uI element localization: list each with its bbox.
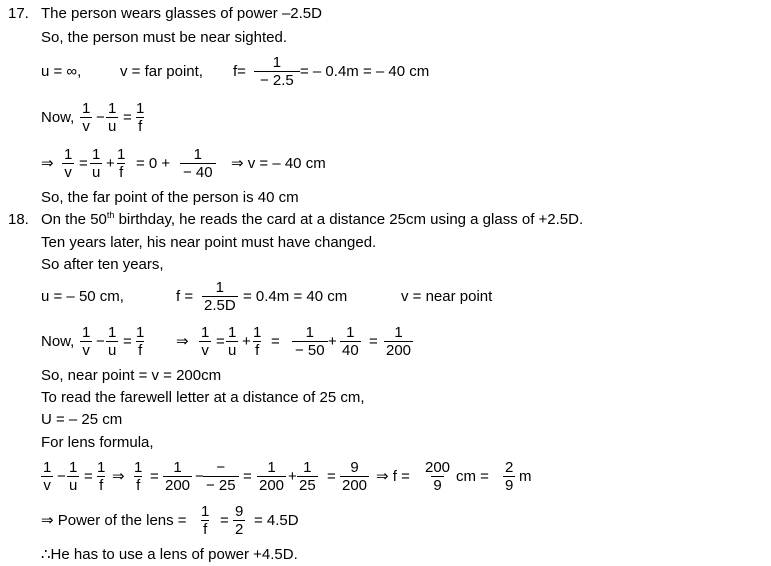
fraction: $\frac{1}{f}$ (253, 324, 262, 359)
fraction: $\frac{200}{9}$ (425, 459, 451, 494)
q17-v-value: v = far point, (120, 63, 203, 80)
question-number-18: 18. (8, 211, 29, 228)
q18-f-result: = 0.4m = 40 cm (243, 288, 348, 305)
q18-power-result: = 4.5D (254, 512, 299, 529)
fraction: $\frac{2}{9}$ (505, 459, 514, 494)
implies-symbol: ⇒ (112, 468, 125, 485)
fraction: $\frac{1}{25}$ (299, 459, 316, 494)
q18-line4: So, near point = v = 200cm (41, 367, 222, 384)
fraction: $\frac{9}{2}$ (235, 503, 244, 538)
fraction: $\frac{1}{200}$ (386, 324, 412, 359)
fraction: $\frac{1}{- 40}$ (180, 146, 216, 181)
q17-zero-plus: = 0 + (136, 155, 171, 172)
operator: − (96, 109, 105, 126)
q17-u-value: u = ∞, (41, 63, 82, 80)
operator: = (369, 333, 378, 350)
operator: = (216, 333, 225, 350)
implies-symbol: ⇒ (41, 155, 54, 172)
fraction: $\frac{1}{f}$ (136, 324, 145, 359)
operator: = (243, 468, 252, 485)
q18-line5: To read the farewell letter at a distance of 25 cm, (41, 389, 365, 406)
operator: = (220, 512, 229, 529)
q18-f-fraction: $\frac{1}{2.5D}$ (204, 279, 236, 314)
fraction: $\frac{1}{v}$ (82, 100, 91, 135)
operator: = (79, 155, 88, 172)
implies-symbol: ⇒ (176, 333, 189, 350)
q18-v-label: v = near point (401, 288, 493, 305)
fraction: $\frac{1}{200}$ (165, 459, 191, 494)
operator: = (84, 468, 93, 485)
q18-line3: So after ten years, (41, 256, 164, 273)
fraction: $\frac{9}{200}$ (342, 459, 368, 494)
q18-statement: On the 50th birthday, he reads the card at a distance 25cm using a glass of +2.5D. (41, 210, 584, 228)
operator: + (288, 468, 297, 485)
fraction: $\frac{1}{- 50}$ (292, 324, 328, 359)
q18-f-label: f = (176, 288, 194, 305)
q17-v-result: ⇒ v = – 40 cm (231, 155, 326, 172)
q17-f-result: = – 0.4m = – 40 cm (300, 63, 430, 80)
q17-f-fraction: $\frac{1}{- 2.5}$ (254, 54, 300, 89)
fraction: $\frac{1}{u}$ (92, 146, 101, 181)
operator: = (271, 333, 280, 350)
fraction: $\frac{1}{u}$ (228, 324, 237, 359)
q18-line2: Ten years later, his near point must have changed. (41, 234, 377, 251)
q18-now-label: Now, (41, 333, 75, 350)
operator: + (242, 333, 251, 350)
fraction: $\frac{1}{v}$ (43, 459, 52, 494)
q18-power-label: ⇒ Power of the lens = (41, 512, 187, 529)
q17-conclusion: So, the far point of the person is 40 cm (41, 189, 299, 206)
operator: = (327, 468, 336, 485)
fraction: $\frac{1}{v}$ (64, 146, 73, 181)
fraction: $\frac{1}{f}$ (136, 100, 145, 135)
q18-m-unit: m (519, 468, 532, 485)
operator: + (106, 155, 115, 172)
q17-inference: So, the person must be near sighted. (41, 29, 287, 46)
operator: − (57, 468, 66, 485)
fraction: $\frac{1}{v}$ (82, 324, 91, 359)
q18-line6: U = – 25 cm (41, 411, 123, 428)
q18-final-answer: ∴He has to use a lens of power +4.5D. (41, 546, 298, 563)
question-number-17: 17. (8, 5, 29, 22)
fraction: $\frac{1}{200}$ (259, 459, 285, 494)
operator: = (123, 333, 132, 350)
q17-f-label: f= (233, 63, 246, 80)
q17-now-label: Now, (41, 109, 75, 126)
operator: − (96, 333, 105, 350)
fraction: − − 25 (203, 459, 239, 494)
fraction: $\frac{1}{f}$ (97, 459, 106, 494)
operator: + (328, 333, 337, 350)
fraction: $\frac{1}{40}$ (342, 324, 359, 359)
fraction: $\frac{1}{u}$ (108, 100, 117, 135)
q18-f-implies: ⇒ f = (376, 468, 410, 485)
q18-cm-unit: cm = (456, 468, 489, 485)
fraction: $\frac{1}{u}$ (69, 459, 78, 494)
fraction: $\frac{1}{u}$ (108, 324, 117, 359)
operator: = (123, 109, 132, 126)
q18-u-value: u = – 50 cm, (41, 288, 124, 305)
q17-statement: The person wears glasses of power –2.5D (41, 5, 322, 22)
fraction: $\frac{1}{f}$ (134, 459, 143, 494)
operator: − (195, 468, 204, 485)
operator: = (150, 468, 159, 485)
fraction: $\frac{1}{f}$ (117, 146, 126, 181)
fraction: $\frac{1}{v}$ (201, 324, 210, 359)
fraction: $\frac{1}{f}$ (201, 503, 210, 538)
q18-line7: For lens formula, (41, 434, 154, 451)
